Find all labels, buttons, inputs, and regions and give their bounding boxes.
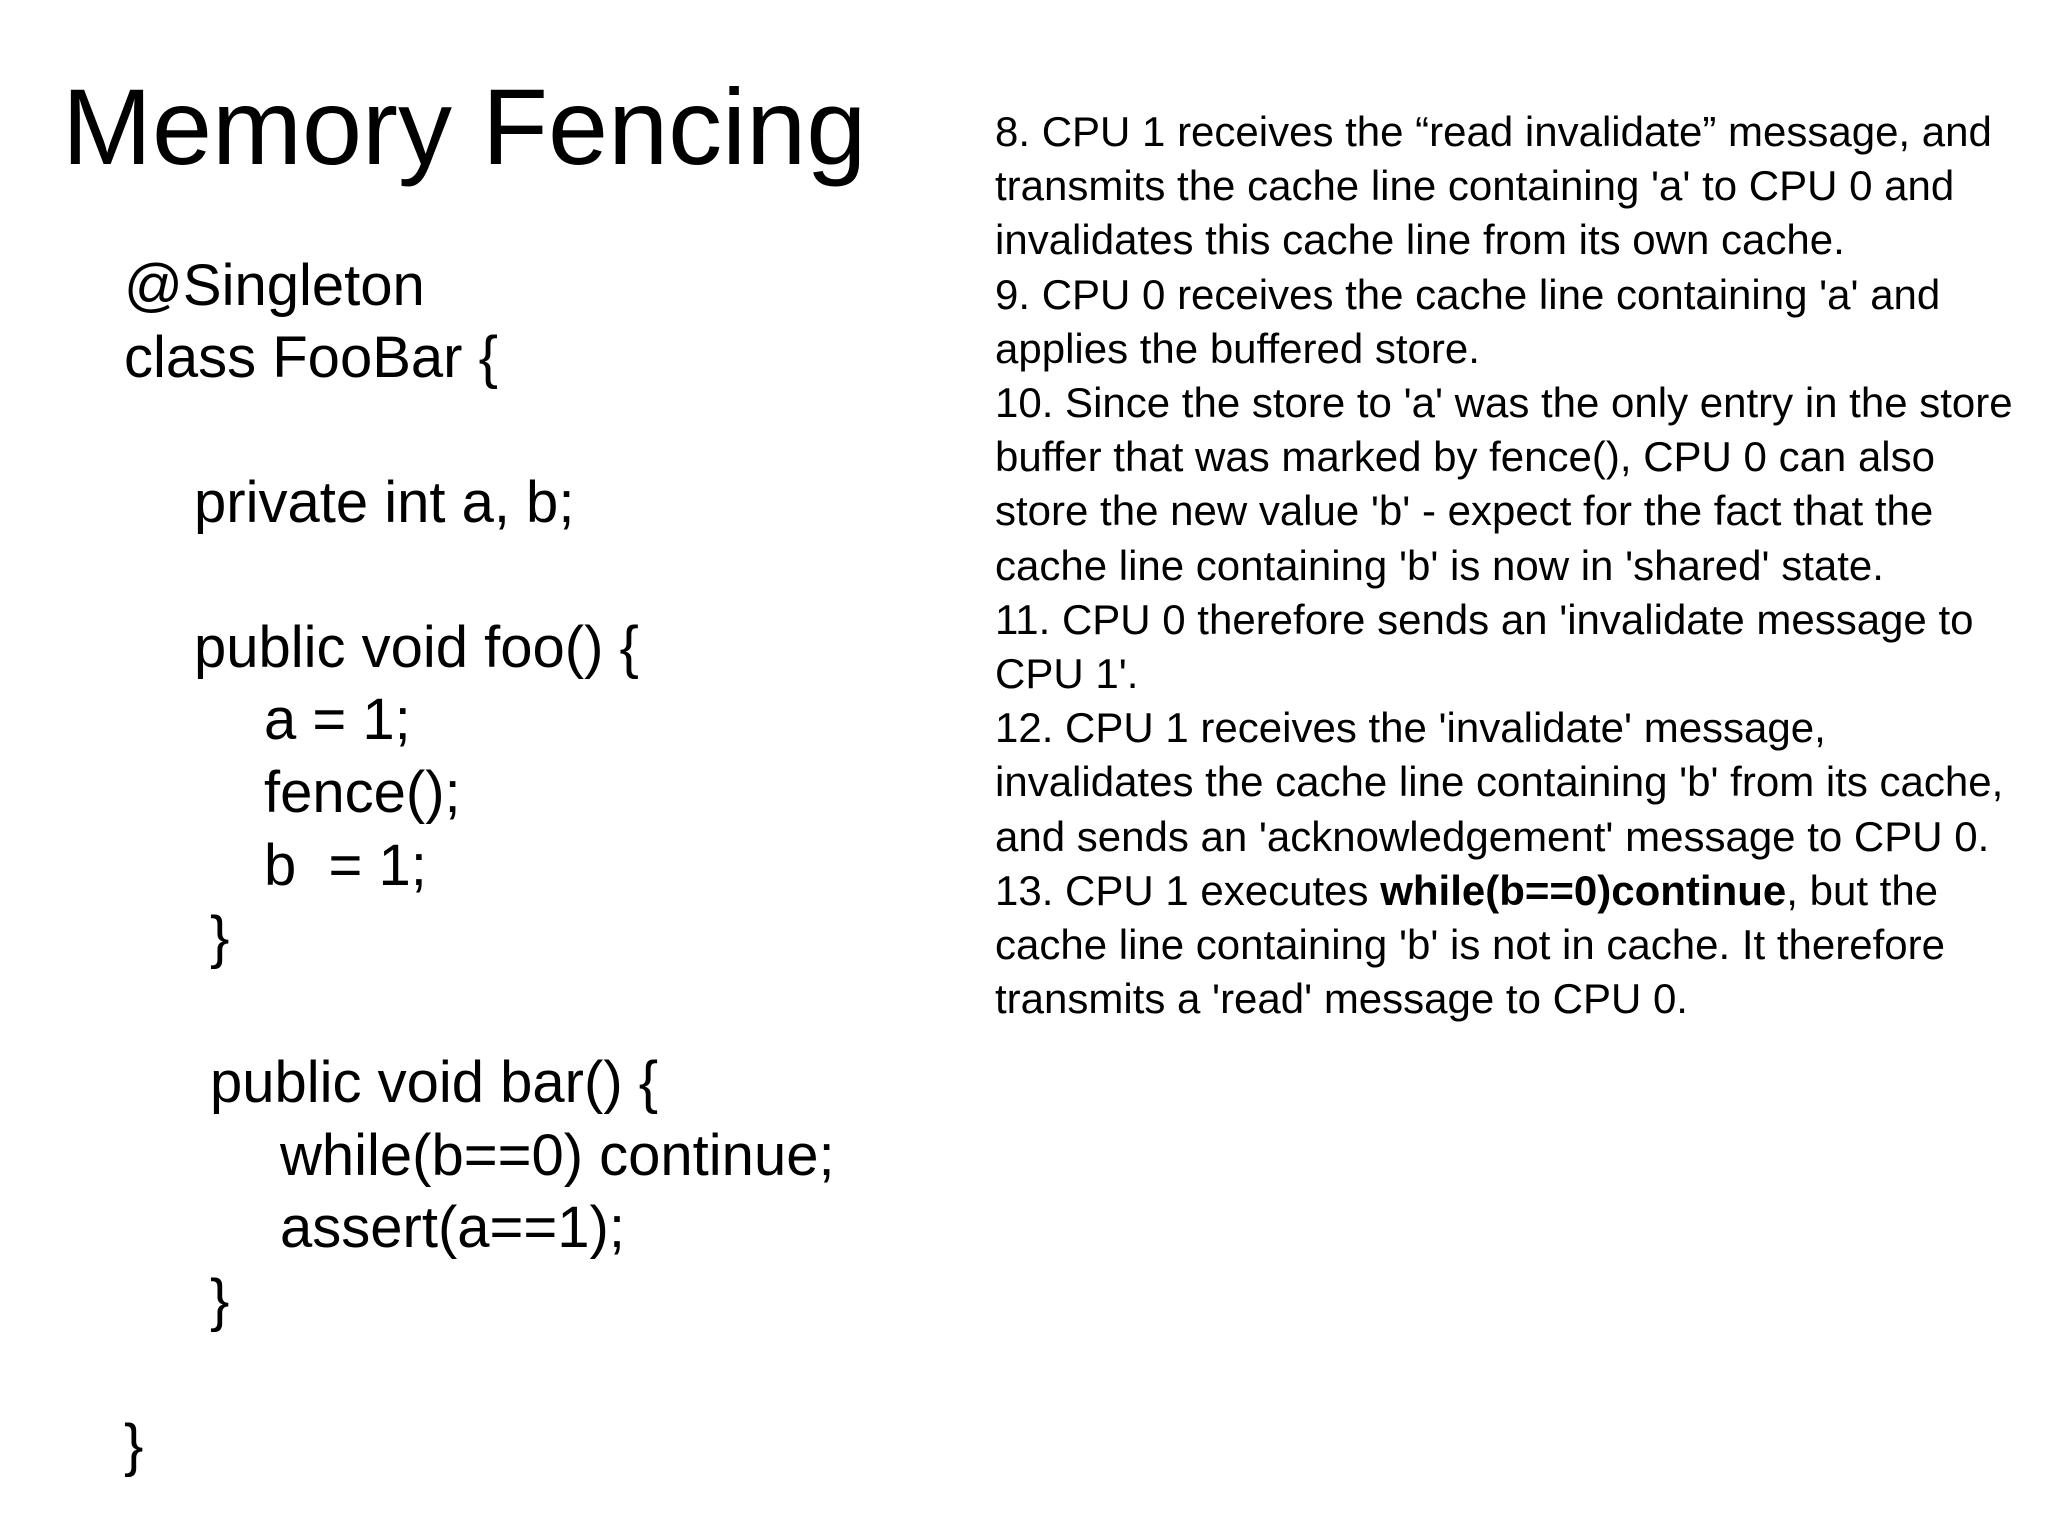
code-line: b = 1; bbox=[264, 833, 427, 898]
slide-title: Memory Fencing bbox=[62, 66, 867, 187]
code-line: while(b==0) continue; bbox=[280, 1123, 835, 1188]
step-9: 9. CPU 0 receives the cache line containing 'a' and applies the buffered store. bbox=[995, 270, 1941, 372]
code-line: fence(); bbox=[264, 760, 461, 825]
step-13-suffix: , but the cache line containing 'b' is not in cache. It therefore transmits a 'read' message to CPU 0. bbox=[995, 866, 1945, 1023]
code-line: public void bar() { bbox=[210, 1050, 659, 1115]
code-line: } bbox=[124, 1413, 144, 1478]
step-10: 10. Since the store to 'a' was the only entry in the store buffer that was marked by fence(), CPU 0 can also store the new value 'b' - expect for the fact that the cache line containing 'b' is now in 'shared' state. bbox=[995, 379, 2013, 589]
code-line: public void foo() { bbox=[194, 615, 639, 680]
code-line: class FooBar { bbox=[124, 325, 498, 390]
code-line: assert(a==1); bbox=[280, 1195, 625, 1260]
step-13-prefix: 13. CPU 1 executes bbox=[995, 866, 1381, 914]
code-line: private int a, b; bbox=[194, 470, 575, 535]
step-8: 8. CPU 1 receives the “read invalidate” message, and transmits the cache line containing 'a' to CPU 0 and invalidates this cache line from its own cache. bbox=[995, 108, 1992, 264]
code-block bbox=[0, 0, 960, 1536]
explanation-steps bbox=[995, 105, 2015, 1026]
code-line: @Singleton bbox=[124, 253, 425, 318]
code-line: } bbox=[210, 905, 230, 970]
step-12: 12. CPU 1 receives the 'invalidate' message, invalidates the cache line containing 'b' from its cache, and sends an 'acknowledgement' message to CPU 0. bbox=[995, 704, 2004, 860]
step-13 bbox=[995, 864, 2015, 1027]
step-13-code: while(b==0)continue bbox=[1380, 866, 1787, 914]
code-line: } bbox=[210, 1268, 230, 1333]
step-11: 11. CPU 0 therefore sends an 'invalidate message to CPU 1'. bbox=[995, 595, 1974, 698]
code-line: a = 1; bbox=[264, 687, 411, 752]
